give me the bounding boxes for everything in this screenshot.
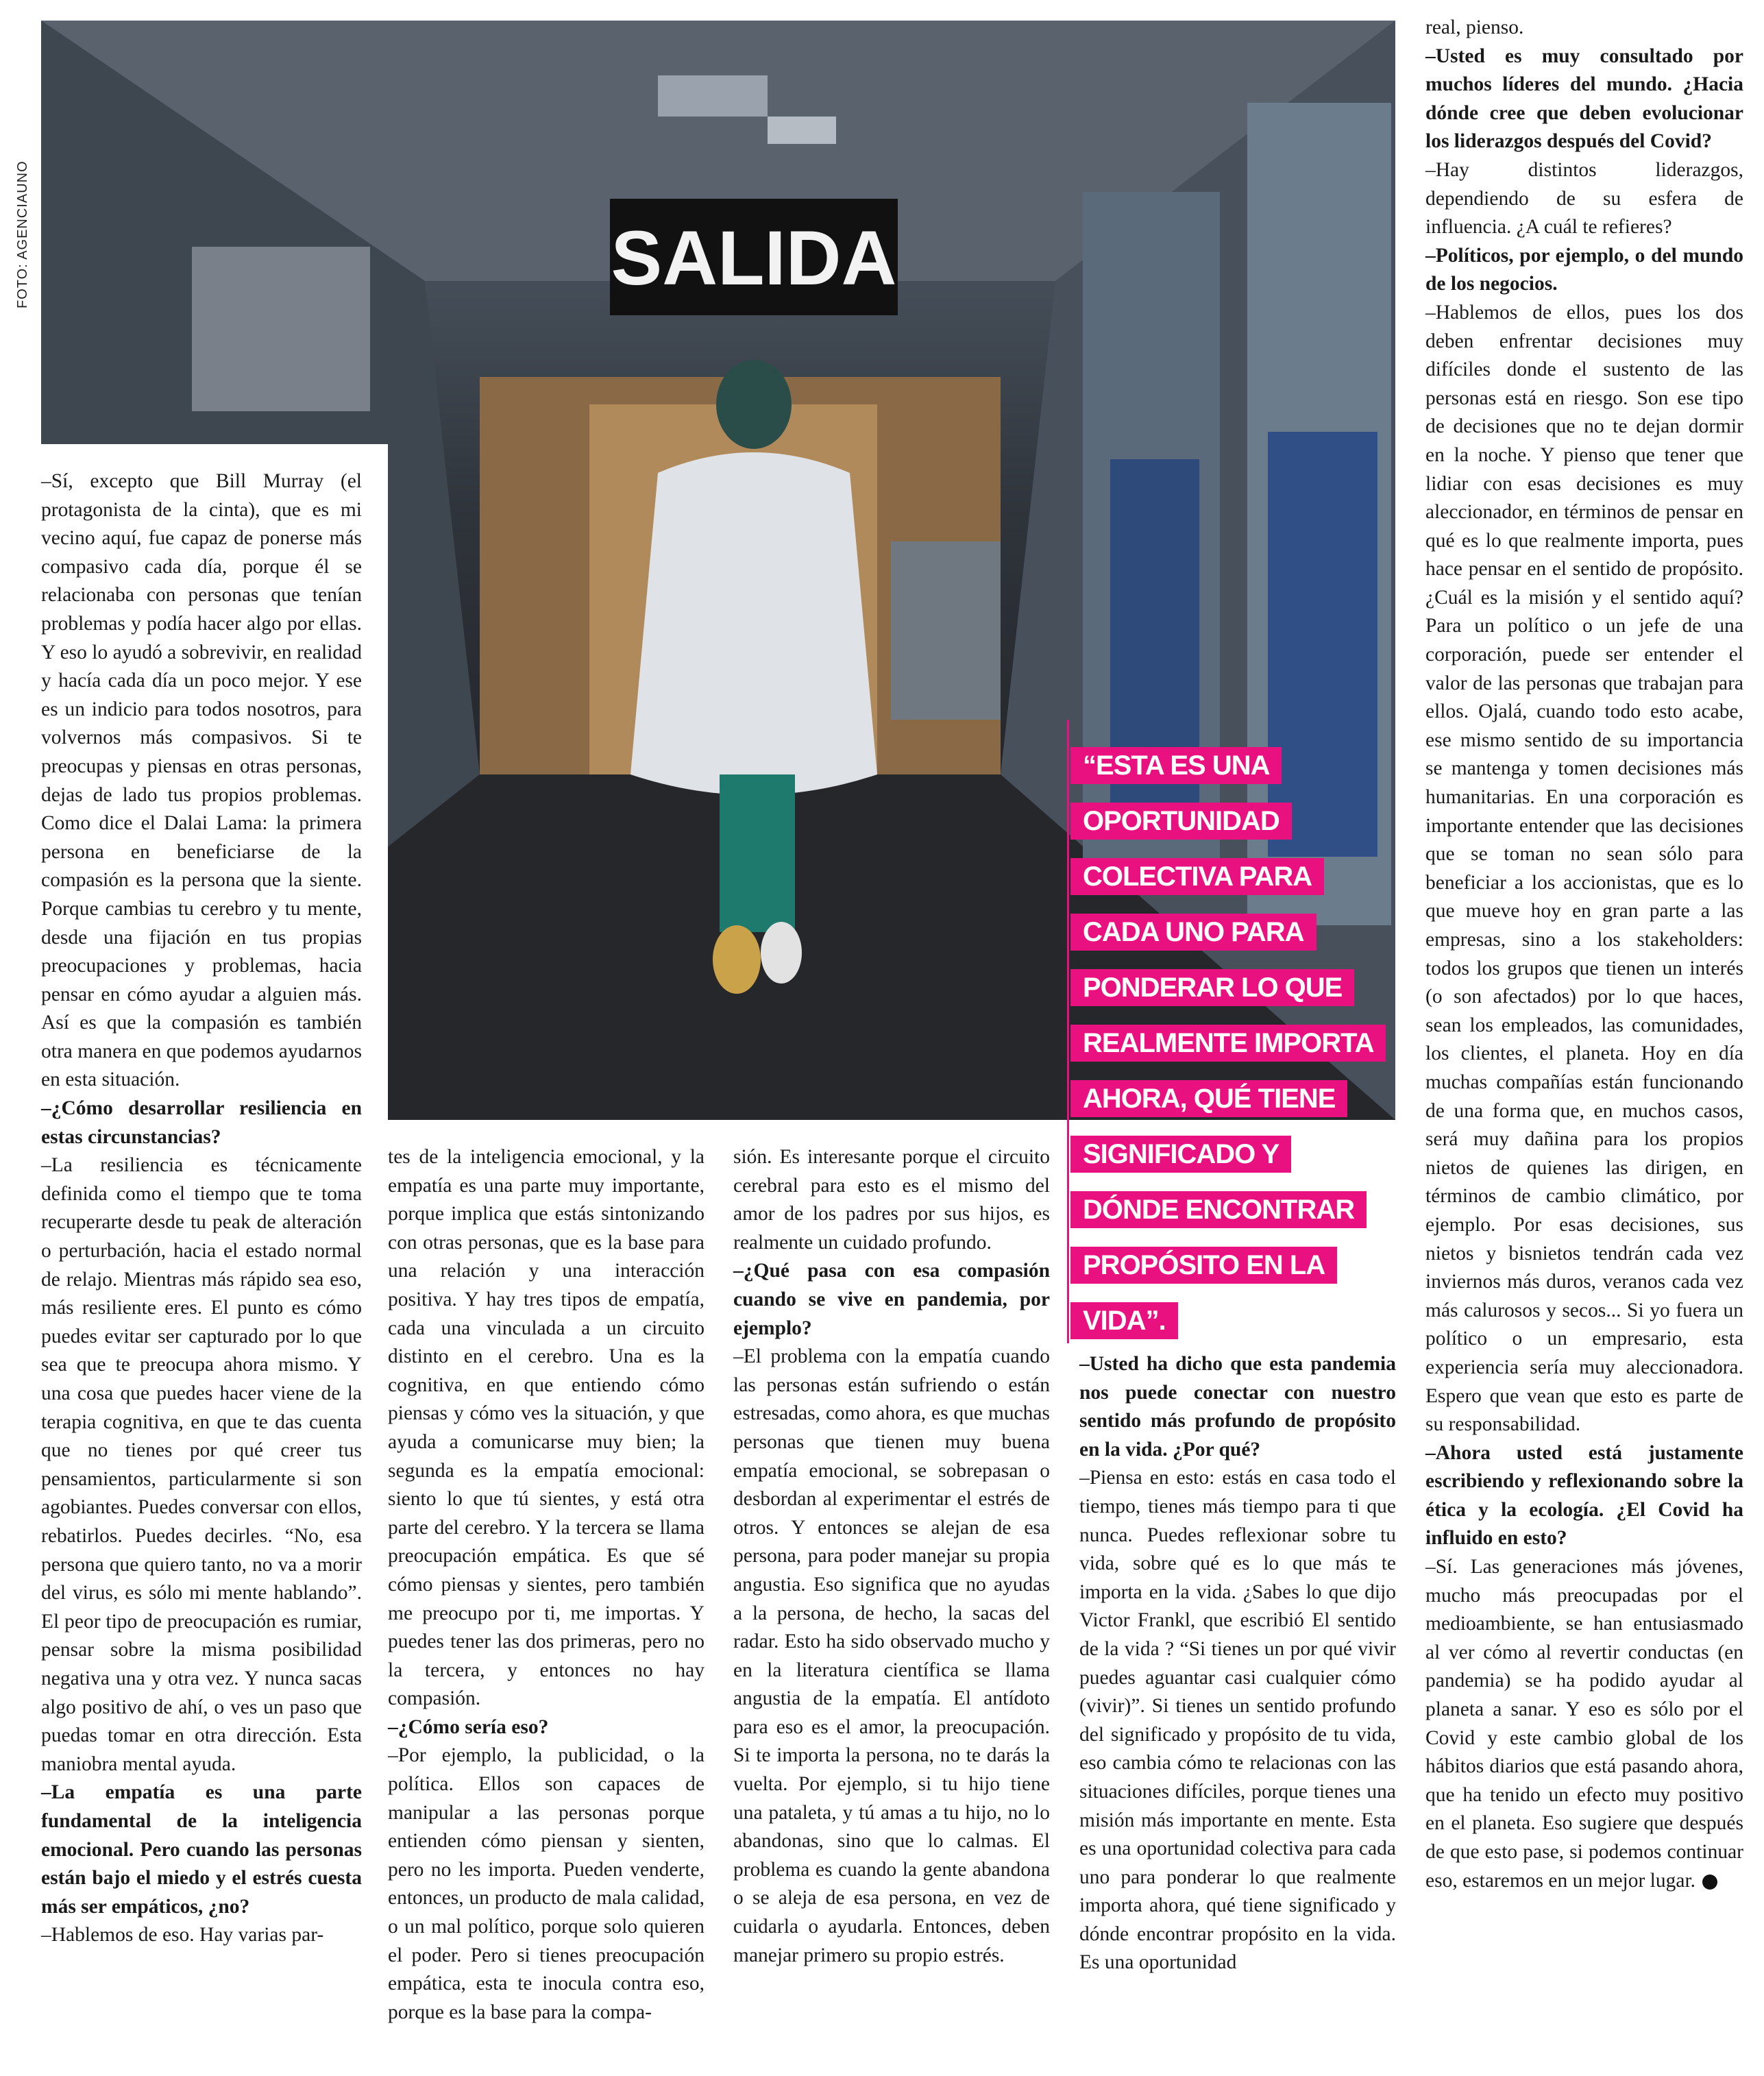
article-column-1 — [41, 467, 362, 1950]
pull-quote-line: DÓNDE ENCONTRAR — [1070, 1191, 1367, 1228]
question-paragraph: –¿Cómo sería eso? — [388, 1715, 549, 1738]
pull-quote-line: CADA UNO PARA — [1070, 914, 1316, 951]
pull-quote-line: REALMENTE IMPORTA — [1070, 1025, 1386, 1062]
question-paragraph: –Usted ha dicho que esta pandemia nos puede conectar con nuestro sentido más profundo de propósito en la vida. ¿Por qué? — [1079, 1353, 1396, 1461]
question-paragraph: –¿Cómo desarrollar resiliencia en estas circunstancias? — [41, 1097, 362, 1148]
pull-quote-line: COLECTIVA PARA — [1070, 858, 1324, 895]
question-paragraph: –La empatía es una parte fundamental de la inteligencia emocional. Pero cuando las personas están bajo el miedo y el estrés cuesta más ser empáticos, ¿no? — [41, 1781, 362, 1918]
exit-sign-text: SALIDA — [611, 215, 897, 301]
answer-paragraph: –Hay distintos liderazgos, dependiendo de su esfera de influencia. ¿A cuál te refieres? — [1425, 158, 1743, 239]
article-column-5 — [1425, 14, 1743, 1895]
question-paragraph: –Políticos, por ejemplo, o del mundo de los negocios. — [1425, 244, 1743, 295]
pull-quote-rule — [1067, 720, 1069, 1343]
pull-quote-line: SIGNIFICADO Y — [1070, 1136, 1291, 1173]
pull-quote-line: VIDA”. — [1070, 1302, 1178, 1339]
question-paragraph: –Ahora usted está justamente escribiendo y reflexionando sobre la ética y la ecología. ¿El Covid ha influido en esto? — [1425, 1441, 1743, 1550]
article-column-2 — [388, 1143, 705, 2027]
pull-quote-line: PONDERAR LO QUE — [1070, 969, 1354, 1006]
photo-credit: FOTO: AGENCIAUNO — [15, 160, 30, 308]
article-column-4 — [1079, 1350, 1396, 1977]
answer-paragraph: real, pienso. — [1425, 16, 1524, 38]
answer-paragraph: –Piensa en esto: estás en casa todo el tiempo, tienes más tiempo para ti que nunca. Puedes reflexionar sobre tu vida, sobre qué es lo que más te importa en la vida. ¿Sabes lo que dijo Victor Frankl, que escribió El sentido de la vida ? “Si tienes un por qué vivir puedes aguantar casi cualquier cómo (vivir)”. Si tienes un sentido profundo del significado y propósito de tu vida, eso cambia cómo te relacionas con las situaciones difíciles, porque tienes una misión más importante en mente. Esta es una oportunidad colectiva para cada uno para ponderar lo que realmente importa ahora, qué tiene significado y dónde encontrar propósito en la vida. Es una oportunidad — [1079, 1467, 1396, 1974]
answer-paragraph: –Hablemos de eso. Hay varias par- — [41, 1924, 324, 1946]
article-column-3 — [733, 1143, 1050, 1970]
pull-quote-line: OPORTUNIDAD — [1070, 803, 1292, 840]
pull-quote-line: AHORA, QUÉ TIENE — [1070, 1080, 1347, 1117]
answer-paragraph: –Hablemos de ellos, pues los dos deben enfrentar decisiones muy difíciles donde el sustento de las personas está en riesgo. Son ese tipo de decisiones que no te dejan dormir en la noche. Y pienso que tener que lidiar con esas decisiones es muy aleccionador, en términos de pensar en qué es lo que realmente importa, pues hace pensar en el sentido de propósito. ¿Cuál es la misión y el sentido aquí? Para un político o un jefe de una corporación, puede ser entender el valor de las personas que trabajan para ellos. Ojalá, cuando todo esto acabe, ese mismo sentido de su importancia se mantenga y tomen decisiones más humanitarias. En una corporación es importante entender que las decisiones que se toman no sean sólo para beneficiar a los accionistas, que es lo que mueve hoy en gran parte a las empresas, sino a los stakeholders: todos los grupos que tienen un interés (o son afectados) por lo que haces, sean los empleados, las comunidades, los clientes, el planeta. Hoy en día muchas compañías están funcionando de una forma que, en muchos casos, será muy dañina para los propios nietos de quienes las dirigen, en términos de cambio climático, por ejemplo. Por esas decisiones, sus nietos y bisnietos tendrán cada vez inviernos más duros, veranos cada vez más calurosos y secos... Si yo fuera un político o un empresario, esta experiencia sería muy aleccionadora. Espero que vean que esto es parte de su responsabilidad. — [1425, 301, 1743, 1436]
answer-paragraph: tes de la inteligencia emocional, y la empatía es una parte muy importante, porque implica que estás sintonizando con otras personas, que es la base para una relación y una interacción positiva. Y hay tres tipos de empatía, cada una vinculada a un circuito distinto en el cerebro. Una es la cognitiva, en que entiendo cómo piensas y cómo ves la situación, y que ayuda a comunicarse muy bien; la segunda es la empatía emocional: siento lo que tú sientes, y está otra parte del cerebro. Y la tercera se llama preocupación empática. Es que sé cómo piensas y sientes, pero también me preocupo por ti, me importas. Y puedes tener las dos primeras, pero no la tercera, y entonces no hay compasión. — [388, 1146, 705, 1710]
question-paragraph: –Usted es muy consultado por muchos líderes del mundo. ¿Hacia dónde cree que deben evolucionar los liderazgos después del Covid? — [1425, 45, 1743, 153]
answer-paragraph: –La resiliencia es técnicamente definida como el tiempo que te toma recuperarte desde tu peak de alteración o perturbación, hacia el estado normal de relajo. Mientras más rápido sea eso, más resiliente eres. El punto es cómo puedes evitar ser capturado por lo que sea que te preocupa ahora mismo. Y una cosa que puedes hacer viene de la terapia cognitiva, en que te das cuenta que no tienes por qué creer tus pensamientos, particularmente si son agobiantes. Puedes conversar con ellos, rebatirlos. Puedes decirles. “No, esa persona que quiero tanto, no va a morir del virus, es sólo mi mente hablando”. El peor tipo de preocupación es rumiar, pensar sobre la misma posibilidad negativa una y otra vez. Y nunca sacas algo positivo de ahí, o ves un paso que puedas tomar en otra dirección. Esta maniobra mental ayuda. — [41, 1154, 362, 1775]
pull-quote-line: “ESTA ES UNA — [1070, 747, 1282, 784]
answer-paragraph: –El problema con la empatía cuando las personas están sufriendo o están estresadas, como ahora, es que muchas personas que tienen muy buena empatía emocional, se sobrepasan o desbordan al experimentar el estrés de otros. Y entonces se alejan de esa persona, para poder manejar su propia angustia. Eso significa que no ayudas a la persona, de hecho, la sacas del radar. Esto ha sido observado mucho y en la literatura científica se llama angustia de la empatía. El antídoto para eso es el amor, la preocupación. Si te importa la persona, no te darás la vuelta. Por ejemplo, si tu hijo tiene una pataleta, y tú amas a tu hijo, no lo abandonas, sino que lo calmas. El problema es cuando la gente abandona o se aleja de esa persona, en vez de cuidarla o ayudarla. Entonces, deben manejar primero su propio estrés. — [733, 1345, 1050, 1966]
question-paragraph: –¿Qué pasa con esa compasión cuando se vive en pandemia, por ejemplo? — [733, 1260, 1050, 1339]
answer-paragraph: –Sí, excepto que Bill Murray (el protagonista de la cinta), que es mi vecino aquí, fue capaz de ponerse más compasivo cada día, porque él se relacionaba con personas que tenían problemas y podía hacer algo por ellas. Y eso lo ayudó a sobrevivir, en realidad y hacía cada día un poco mejor. Y ese es un indicio para todos nosotros, para volvernos más compasivos. Si te preocupas y piensas en otras personas, dejas de lado tus propios problemas. Como dice el Dalai Lama: la primera persona en beneficiarse de la compasión es la persona que la siente. Porque cambias tu cerebro y tu mente, desde una fijación en tus propias preocupaciones y problemas, hacia pensar en cómo ayudar a alguien más. Así es que la compasión es también otra manera en que podemos ayudarnos en esta situación. — [41, 470, 362, 1091]
end-of-article-mark — [1702, 1874, 1717, 1890]
answer-paragraph: –Por ejemplo, la publicidad, o la política. Ellos son capaces de manipular a las personas porque entienden cómo piensan y sienten, pero no les importa. Pueden venderte, entonces, un producto de mala calidad, o un mal político, porque solo quieren el poder. Pero si tienes preocupación empática, esta te inocula contra eso, porque es la base para la compa- — [388, 1744, 705, 2023]
pull-quote-line: PROPÓSITO EN LA — [1070, 1247, 1337, 1284]
answer-paragraph: sión. Es interesante porque el circuito cerebral para esto es el mismo del amor de los padres por sus hijos, es realmente un cuidado profundo. — [733, 1146, 1050, 1254]
answer-paragraph: –Sí. Las generaciones más jóvenes, mucho más preocupadas por el medioambiente, se han entusiasmado al ver cómo al revertir conductas (en pandemia) se ha podido ayudar al planeta a sanar. Y eso es sólo por el Covid y este cambio global de los hábitos diarios que está pasando ahora, que ha tenido un efecto muy positivo en el planeta. Eso sugiere que después de que esto pase, si podemos continuar eso, estaremos en un mejor lugar. — [1425, 1556, 1743, 1892]
